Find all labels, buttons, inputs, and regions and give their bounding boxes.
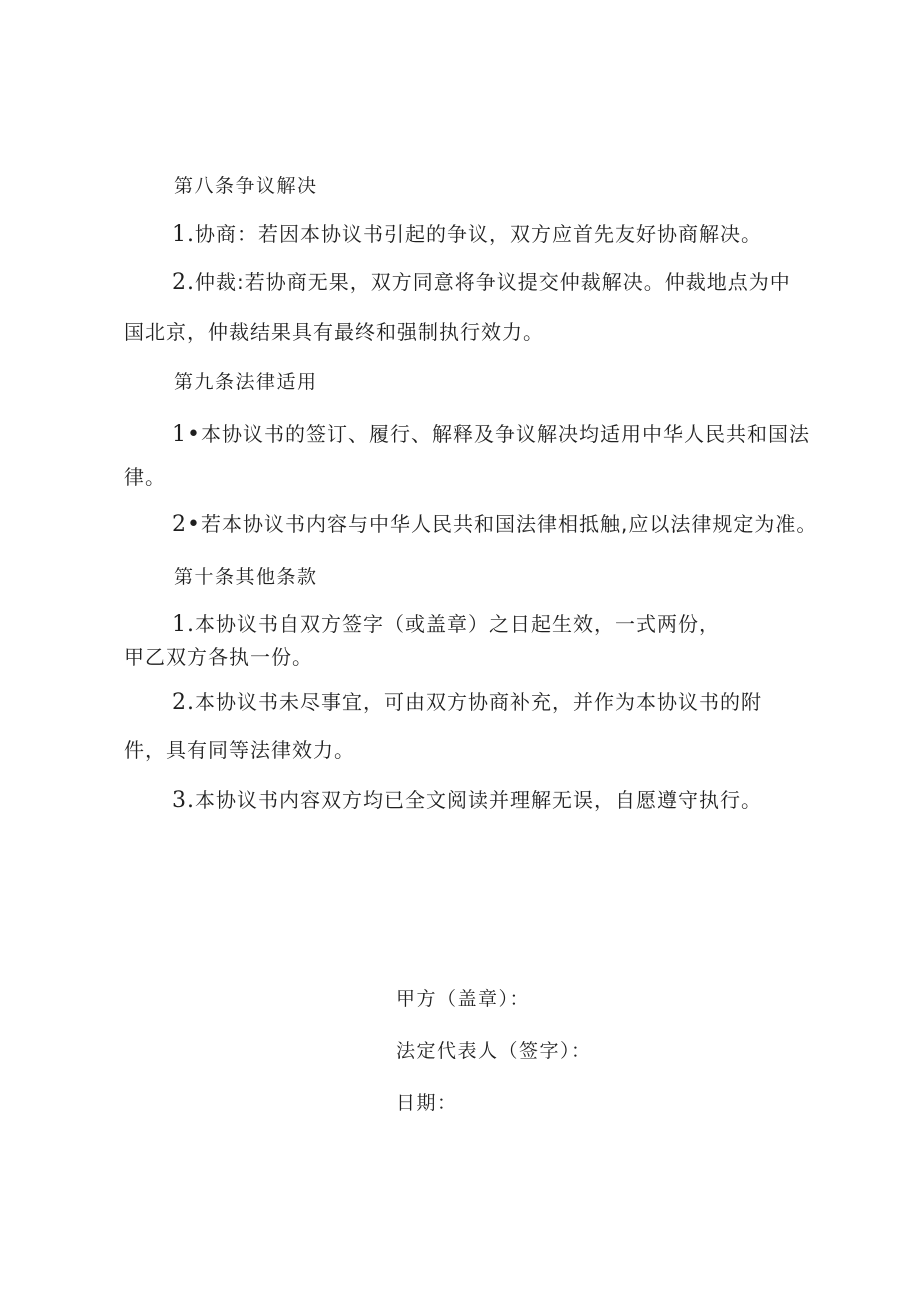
article-10-heading: 第十条其他条款 bbox=[174, 566, 318, 588]
item-number: 1• bbox=[172, 422, 201, 447]
item-text: 仲裁:若协商无果，双方同意将争议提交仲裁解决。仲裁地点为中 bbox=[195, 270, 791, 294]
item-number: 1. bbox=[172, 222, 195, 247]
article-10-item-2-line-2: 件，具有同等法律效力。 bbox=[124, 738, 355, 762]
item-number: 3. bbox=[172, 788, 195, 813]
item-text: 本协议书自双方签字（或盖章）之日起生效，一式两份， bbox=[195, 612, 720, 636]
item-text: 若本协议书内容与中华人民共和国法律相抵触,应以法律规定为准。 bbox=[200, 512, 818, 536]
legal-representative-signature-label: 法定代表人（签字）： bbox=[396, 1040, 592, 1062]
item-text: 本协议书未尽事宜，可由双方协商补充，并作为本协议书的附 bbox=[195, 690, 762, 714]
article-8-item-2-line-2: 国北京，仲裁结果具有最终和强制执行效力。 bbox=[124, 320, 544, 344]
article-9-heading: 第九条法律适用 bbox=[174, 371, 318, 393]
date-label: 日期： bbox=[396, 1092, 458, 1114]
party-a-seal-label: 甲方（盖章）： bbox=[396, 988, 531, 1010]
item-text: 本协议书的签订、履行、解释及争议解决均适用中华人民共和国法 bbox=[200, 422, 810, 446]
article-10-item-2-line-1 bbox=[172, 690, 762, 715]
article-8-heading: 第八条争议解决 bbox=[174, 175, 318, 197]
article-10-item-3 bbox=[172, 788, 762, 813]
item-number: 2. bbox=[172, 270, 195, 295]
article-9-item-1-line-1 bbox=[172, 422, 810, 447]
article-8-item-1 bbox=[172, 222, 762, 247]
item-number: 2. bbox=[172, 690, 195, 715]
item-number: 1. bbox=[172, 612, 195, 637]
article-8-item-2-line-1 bbox=[172, 270, 791, 295]
item-number: 2• bbox=[172, 512, 201, 537]
article-9-item-1-line-2: 律。 bbox=[124, 465, 166, 489]
article-9-item-2 bbox=[172, 512, 817, 537]
item-text: 协商：若因本协议书引起的争议，双方应首先友好协商解决。 bbox=[195, 222, 762, 246]
article-10-item-1-line-2: 甲乙双方各执一份。 bbox=[124, 645, 313, 669]
item-text: 本协议书内容双方均已全文阅读并理解无误，自愿遵守执行。 bbox=[195, 788, 762, 812]
article-10-item-1-line-1 bbox=[172, 612, 720, 637]
